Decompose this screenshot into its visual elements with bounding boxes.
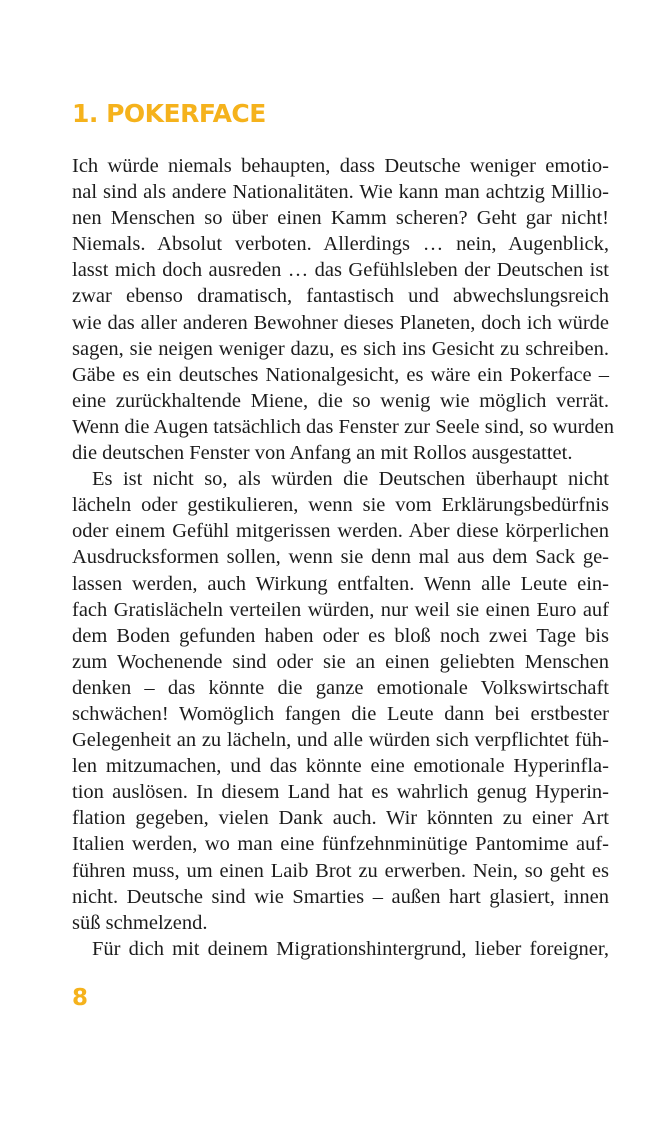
chapter-title: 1. POKERFACE <box>72 99 266 128</box>
text-line: schwächen! Womöglich fangen die Leute dann bei erstbester <box>72 702 609 725</box>
text-line: nicht. Deutsche sind wie Smarties – außen hart glasiert, innen <box>72 885 609 908</box>
text-line: Italien werden, wo man eine fünfzehnminütige Pantomime auf- <box>72 833 609 856</box>
text-line: Niemals. Absolut verboten. Allerdings … nein, Augenblick, <box>72 233 609 256</box>
text-line: Gäbe es ein deutsches Nationalgesicht, es wäre ein Pokerface – <box>72 363 609 386</box>
paragraph <box>72 466 609 936</box>
text-line: Gelegenheit an zu lächeln, und alle würden sich verpflichtet füh- <box>72 729 609 752</box>
text-line: tion auslösen. In diesem Land hat es wahrlich genug Hyperin- <box>72 781 609 804</box>
text-line: fach Gratislächeln verteilen würden, nur weil sie einen Euro auf <box>72 598 609 621</box>
text-line: denken – das könnte die ganze emotionale Volkswirtschaft <box>72 676 609 699</box>
paragraph <box>72 153 615 466</box>
page-number: 8 <box>72 985 89 1011</box>
text-line: eine zurückhaltende Miene, die so wenig wie möglich verrät. <box>72 389 609 412</box>
text-line: lächeln oder gestikulieren, wenn sie vom Erklärungsbedürfnis <box>72 494 609 517</box>
text-line: flation gegeben, vielen Dank auch. Wir könnten zu einer Art <box>72 807 609 830</box>
body-text <box>72 153 615 962</box>
text-line: wie das aller anderen Bewohner dieses Planeten, doch ich würde <box>72 311 609 334</box>
text-line: lassen werden, auch Wirkung entfalten. Wenn alle Leute ein- <box>72 572 609 595</box>
text-line: dem Boden gefunden haben oder es bloß noch zwei Tage bis <box>72 624 609 647</box>
text-line: Ich würde niemals behaupten, dass Deutsche weniger emotio- <box>72 155 609 177</box>
text-line: führen muss, um einen Laib Brot zu erwerben. Nein, so geht es <box>72 859 609 882</box>
text-line: oder einem Gefühl mitgerissen werden. Aber diese körperlichen <box>72 520 609 543</box>
text-line: süß schmelzend. <box>72 911 208 934</box>
text-line: Ausdrucksformen sollen, wenn sie denn mal aus dem Sack ge- <box>72 546 609 569</box>
text-line: zum Wochenende sind oder sie an einen geliebten Menschen <box>72 650 609 673</box>
text-line: nal sind als andere Nationalitäten. Wie kann man achtzig Millio- <box>72 181 609 204</box>
paragraph <box>72 936 609 962</box>
text-line: Für dich mit deinem Migrationshintergrund, lieber foreigner, <box>92 937 609 960</box>
text-line: lasst mich doch ausreden … das Gefühlsleben der Deutschen ist <box>72 259 609 282</box>
text-line: nen Menschen so über einen Kamm scheren? Geht gar nicht! <box>72 207 609 230</box>
text-line: zwar ebenso dramatisch, fantastisch und abwechslungsreich <box>72 285 609 308</box>
text-line: Es ist nicht so, als würden die Deutschen überhaupt nicht <box>92 468 609 491</box>
text-line: sagen, sie neigen weniger dazu, es sich ins Gesicht zu schreiben. <box>72 337 609 360</box>
text-line: die deutschen Fenster von Anfang an mit Rollos ausgestattet. <box>72 442 573 465</box>
text-line: Wenn die Augen tatsächlich das Fenster zur Seele sind, so wurden <box>72 415 615 438</box>
text-line: len mitzumachen, und das könnte eine emotionale Hyperinfla- <box>72 755 609 778</box>
